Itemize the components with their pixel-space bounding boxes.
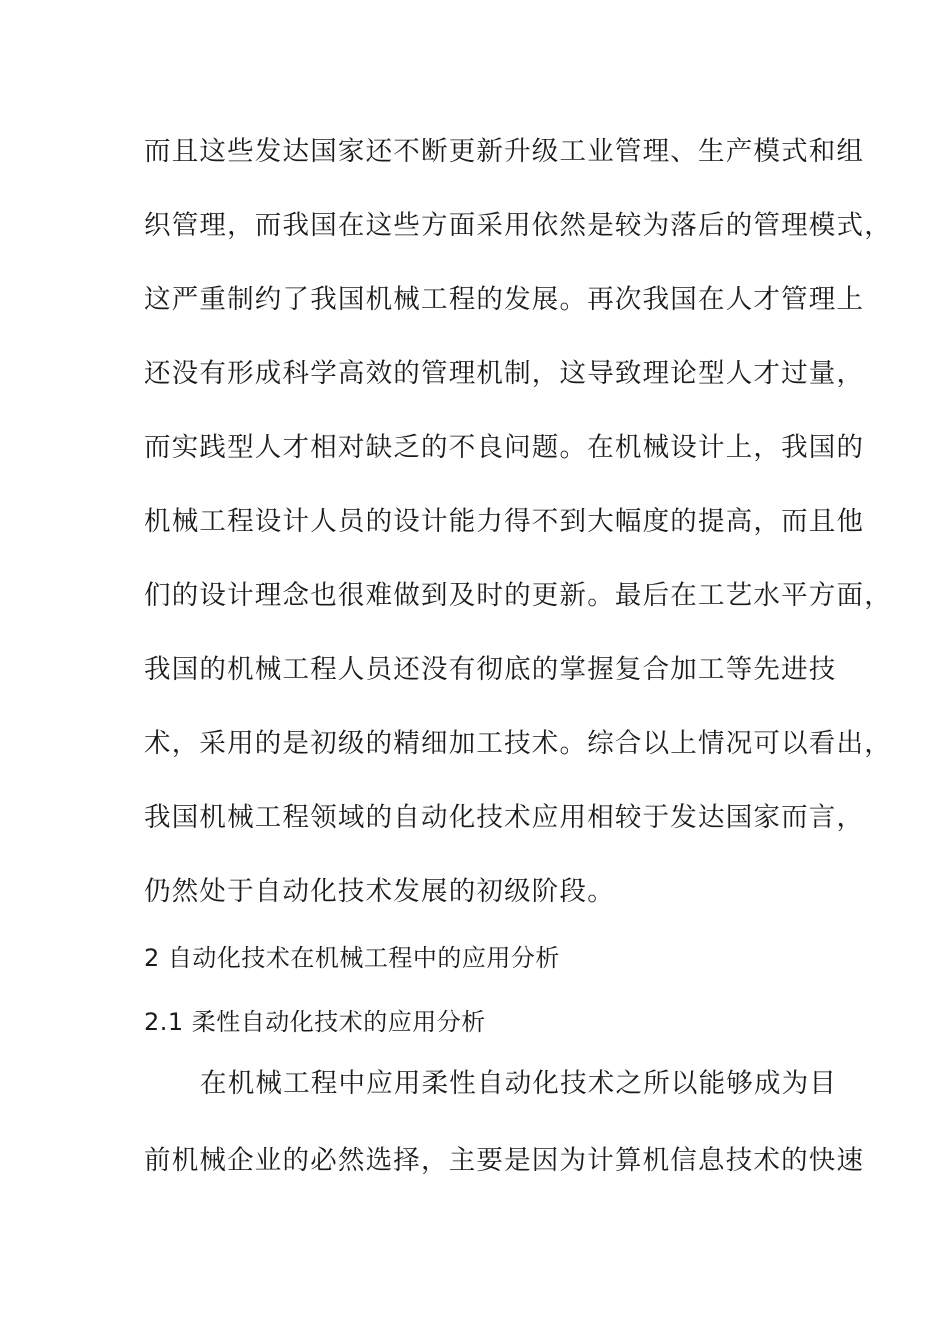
paragraph-line: 们的设计理念也很难做到及时的更新。最后在工艺水平方面，: [144, 580, 892, 611]
paragraph-line: 前机械企业的必然选择，主要是因为计算机信息技术的快速: [144, 1145, 865, 1176]
paragraph-line: 我国的机械工程人员还没有彻底的掌握复合加工等先进技: [144, 654, 837, 685]
paragraph-line: 在机械工程中应用柔性自动化技术之所以能够成为目: [200, 1068, 838, 1099]
paragraph-line: 还没有形成科学高效的管理机制，这导致理论型人才过量，: [144, 358, 865, 389]
section-heading: 2 自动化技术在机械工程中的应用分析: [144, 944, 560, 972]
subsection-heading: 2.1 柔性自动化技术的应用分析: [144, 1008, 486, 1036]
paragraph-line: 织管理，而我国在这些方面采用依然是较为落后的管理模式，: [144, 210, 892, 241]
paragraph-line: 我国机械工程领域的自动化技术应用相较于发达国家而言，: [144, 802, 865, 833]
paragraph-line: 而实践型人才相对缺乏的不良问题。在机械设计上，我国的: [144, 432, 865, 463]
paragraph-line: 而且这些发达国家还不断更新升级工业管理、生产模式和组: [144, 136, 865, 167]
paragraph-line: 机械工程设计人员的设计能力得不到大幅度的提高，而且他: [144, 506, 865, 537]
paragraph-line: 仍然处于自动化技术发展的初级阶段。: [144, 876, 615, 907]
paragraph-line: 术，采用的是初级的精细加工技术。综合以上情况可以看出，: [144, 728, 892, 759]
paragraph-line: 这严重制约了我国机械工程的发展。再次我国在人才管理上: [144, 284, 865, 315]
